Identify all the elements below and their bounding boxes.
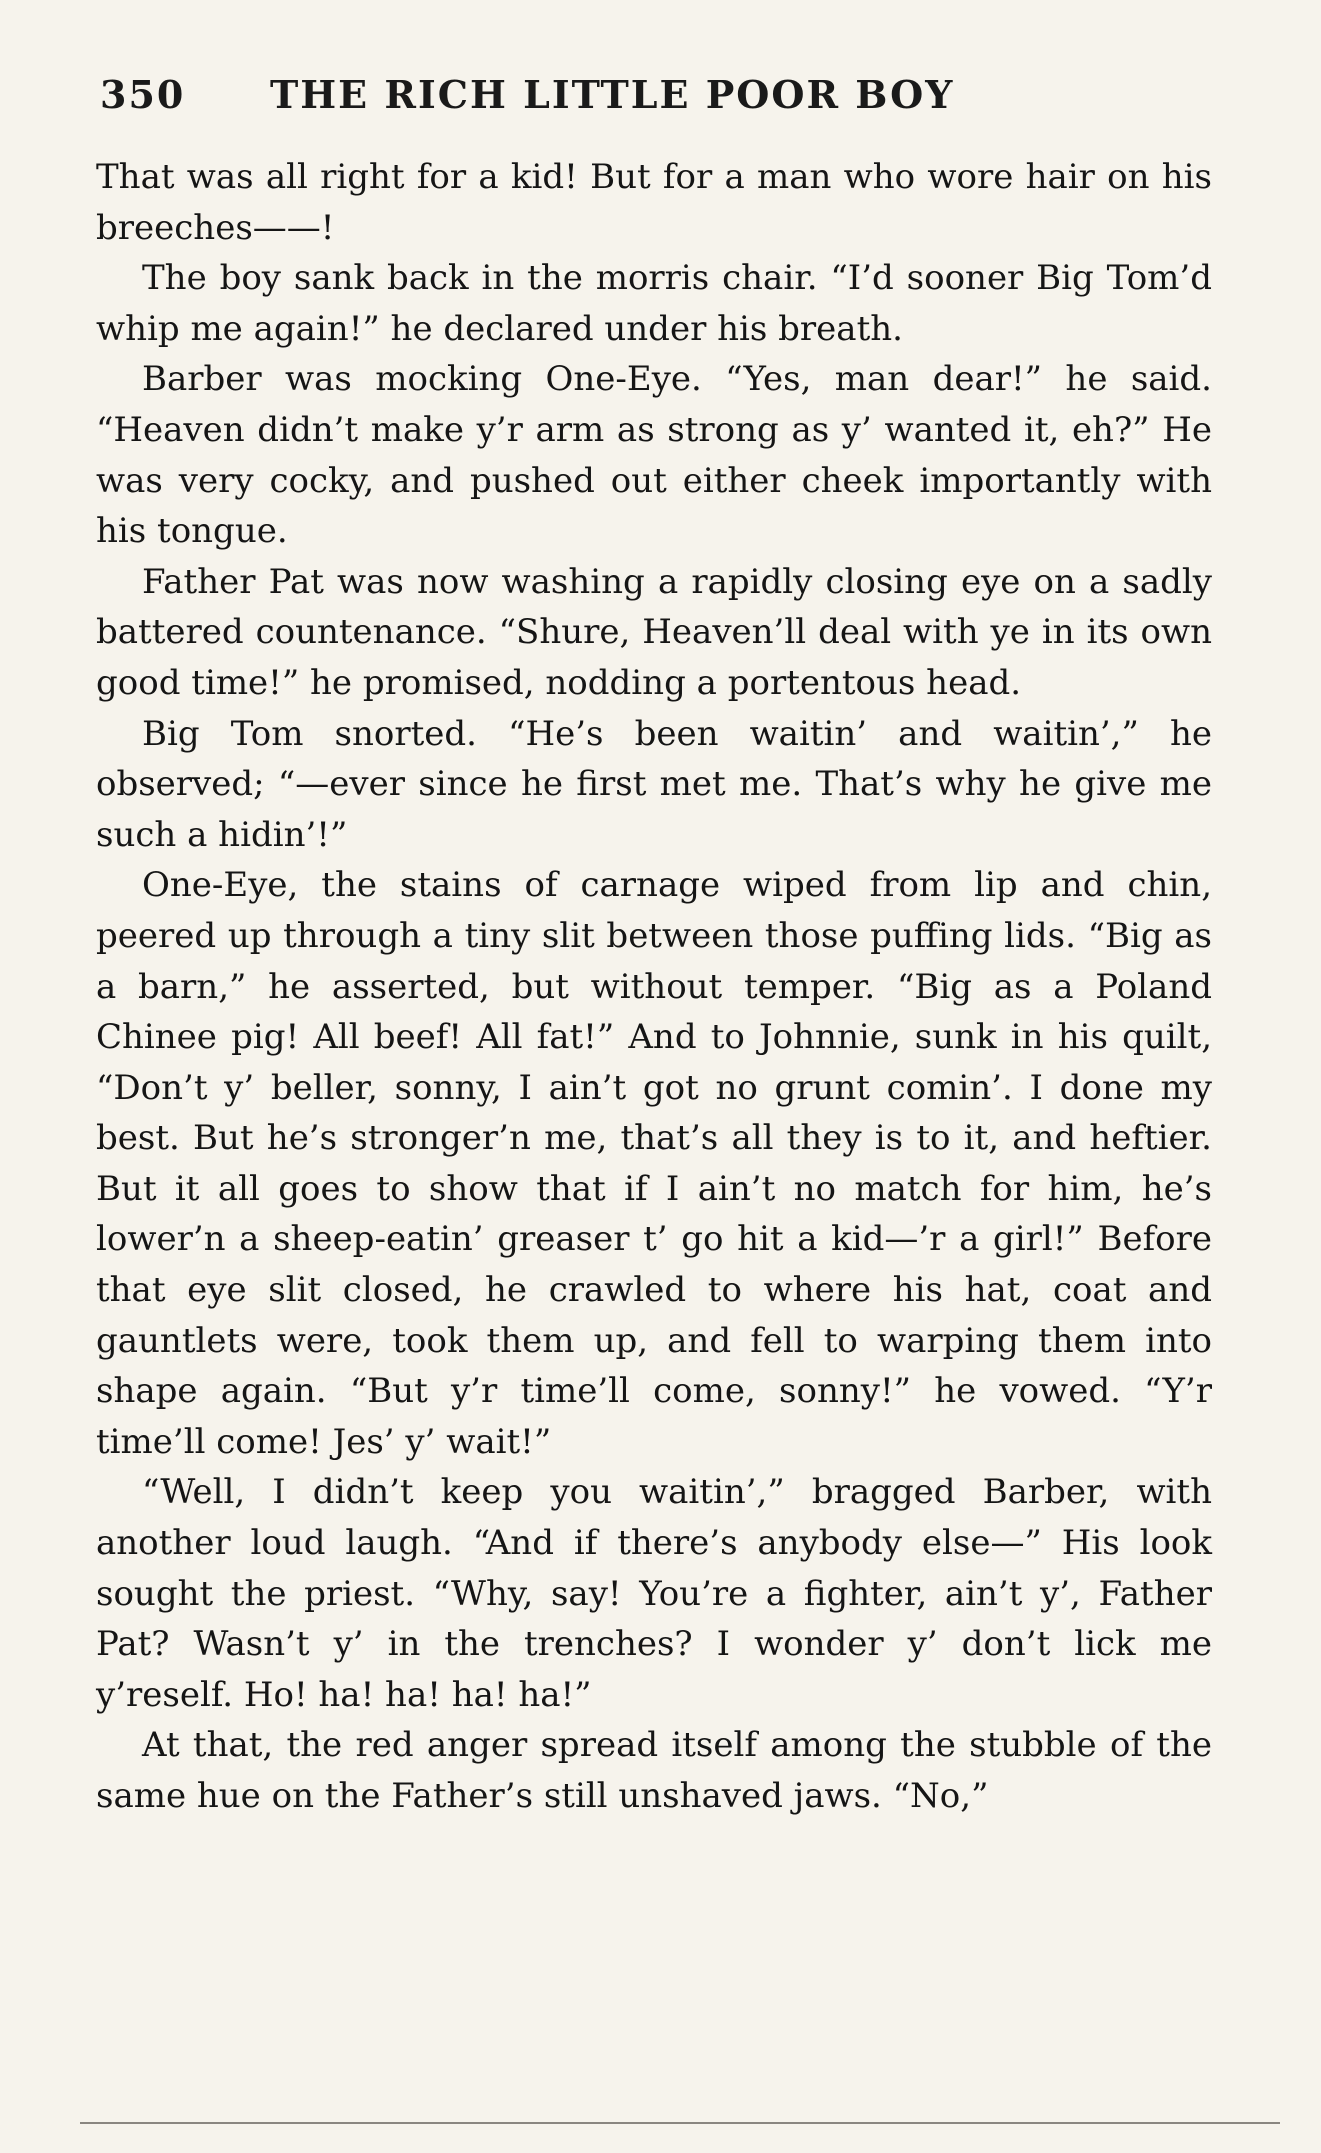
paragraph-6: One-Eye, the stains of carnage wiped from lip and chin, peered up through a tiny slit between those puffing lids. “Big as a barn,” he asserted, but without temper. “Big as a Poland Chinee pig! All beef! All fat!” And to Johnnie, sunk in his quilt, “Don’t y’ beller, sonny, I ain’t got no grunt comin’. I done my best. But he’s stronger’n me, that’s all they is to it, and heftier. But it all goes to show that if I ain’t no match for him, he’s lower’n a sheep-eatin’ greaser t’ go hit a kid—’r a girl!” Before that eye slit closed, he crawled to where his hat, coat and gauntlets were, took them up, and fell to warping them into shape again. “But y’r time’ll come, sonny!” he vowed. “Y’r time’ll come! Jes’ y’ wait!” (96, 865, 1212, 1462)
paragraph-3: Barber was mocking One-Eye. “Yes, man dear!” he said. “Heaven didn’t make y’r arm as strong as y’ wanted it, eh?” He was very cocky, and pushed out either cheek importantly with his tongue. (96, 359, 1212, 552)
paragraph-5: Big Tom snorted. “He’s been waitin’ and waitin’,” he observed; “—ever since he first met me. That’s why he give me such a hidin’!” (96, 713, 1212, 855)
paragraph-1: That was all right for a kid! But for a man who wore hair on his breeches——! (96, 157, 1212, 248)
paragraph-7: “Well, I didn’t keep you waitin’,” bragged Barber, with another loud laugh. “And if there’s anybody else—” His look sought the priest. “Why, say! You’re a fighter, ain’t y’, Father Pat? Wasn’t y’ in the trenches? I wonder y’ don’t lick me y’reself. Ho! ha! ha! ha! ha!” (96, 1472, 1212, 1715)
bottom-edge-line (80, 2122, 1280, 2124)
body-text (96, 152, 1212, 1822)
paragraph-4: Father Pat was now washing a rapidly closing eye on a sadly battered countenance. “Shure, Heaven’ll deal with ye in its own good time!” he promised, nodding a portentous head. (96, 561, 1212, 703)
page-number: 350 (100, 72, 186, 117)
page-header (100, 72, 1220, 132)
paragraph-8: At that, the red anger spread itself among the stubble of the same hue on the Father’s still unshaved jaws. “No,” (96, 1725, 1212, 1816)
running-title: THE RICH LITTLE POOR BOY (270, 72, 955, 117)
paragraph-2: The boy sank back in the morris chair. “I’d sooner Big Tom’d whip me again!” he declared under his breath. (96, 258, 1212, 349)
